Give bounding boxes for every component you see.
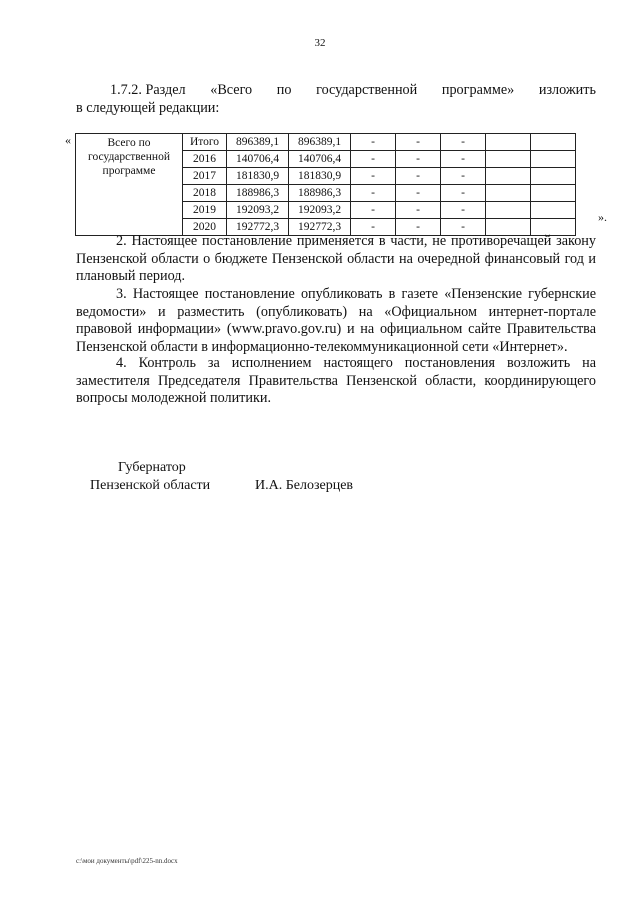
table-value-cell (486, 202, 531, 219)
table-value-cell: 192093,2 (227, 202, 289, 219)
footer-file-path: c:\мои документы\pdf\225-nn.docx (76, 857, 178, 865)
table-value-cell: - (396, 219, 441, 236)
table-year-cell: 2020 (183, 219, 227, 236)
heading-word: «Всего (210, 82, 253, 98)
table-value-cell (531, 185, 576, 202)
table-value-cell (531, 151, 576, 168)
paragraph-4: 4. Контроль за исполнением настоящего постановления возложить на заместителя Председателя Правительства Пензенской области, координирующего вопросы молодежной политики. (76, 355, 596, 407)
budget-table (75, 133, 576, 236)
table-label-cell: Всего по государственной программе (76, 134, 183, 236)
table-value-cell (486, 134, 531, 151)
table-value-cell: - (441, 151, 486, 168)
heading-word: по (276, 82, 292, 98)
table-year-cell: 2017 (183, 168, 227, 185)
table-value-cell (486, 168, 531, 185)
table-value-cell: - (441, 202, 486, 219)
table-value-cell (531, 202, 576, 219)
table-year-cell: Итого (183, 134, 227, 151)
table-year-cell: 2016 (183, 151, 227, 168)
table-value-cell (531, 168, 576, 185)
heading-word: программе» (441, 82, 515, 98)
table-value-cell: - (396, 168, 441, 185)
table-value-cell: 896389,1 (289, 134, 351, 151)
table-year-cell: 2018 (183, 185, 227, 202)
table-value-cell: 896389,1 (227, 134, 289, 151)
table-value-cell: 181830,9 (227, 168, 289, 185)
table-value-cell (486, 151, 531, 168)
table-value-cell: - (351, 168, 396, 185)
table-value-cell: - (396, 134, 441, 151)
table-value-cell: - (441, 168, 486, 185)
section-heading-line2: в следующей редакции: (76, 100, 220, 116)
table-value-cell: - (351, 202, 396, 219)
table-value-cell: - (396, 202, 441, 219)
table-value-cell: 192772,3 (227, 219, 289, 236)
signature-name: И.А. Белозерцев (255, 478, 354, 493)
quote-open: « (65, 133, 71, 147)
table-value-cell: - (351, 219, 396, 236)
section-heading (110, 82, 596, 99)
table-value-cell: - (351, 185, 396, 202)
signature-title: Губернатор (118, 460, 186, 475)
table-value-cell: 188986,3 (227, 185, 289, 202)
table-value-cell: - (441, 219, 486, 236)
page-number: 32 (314, 37, 326, 49)
table-value-cell (531, 134, 576, 151)
heading-word: 1.7.2. Раздел (110, 82, 186, 98)
quote-close: ». (598, 210, 607, 224)
paragraph-3: 3. Настоящее постановление опубликовать в газете «Пензенские губернские ведомости» и разместить (опубликовать) на «Официальном интернет-портале правовой информации» (www.pravo.gov.ru) и на официальном сайте Правительства Пензенской области в информационно-телекоммуникационной сети «Интернет». (76, 286, 596, 355)
table-value-cell: 181830,9 (289, 168, 351, 185)
paragraph-2: 2. Настоящее постановление применяется в части, не противоречащей закону Пензенской области о бюджете Пензенской области на очередной финансовый год и плановый период. (76, 233, 596, 285)
table-value-cell: 192772,3 (289, 219, 351, 236)
table-value-cell (486, 185, 531, 202)
signature-region: Пензенской области (90, 478, 211, 493)
table-value-cell: 188986,3 (289, 185, 351, 202)
heading-word: изложить (538, 82, 596, 98)
table-value-cell: - (351, 134, 396, 151)
table-year-cell: 2019 (183, 202, 227, 219)
table-value-cell: 140706,4 (289, 151, 351, 168)
table-row (76, 134, 576, 151)
table-value-cell: - (396, 151, 441, 168)
table-value-cell: 140706,4 (227, 151, 289, 168)
heading-word: государственной (316, 82, 418, 98)
table-value-cell: - (396, 185, 441, 202)
table-value-cell: - (351, 151, 396, 168)
table-value-cell: - (441, 134, 486, 151)
table-value-cell: 192093,2 (289, 202, 351, 219)
table-value-cell: - (441, 185, 486, 202)
